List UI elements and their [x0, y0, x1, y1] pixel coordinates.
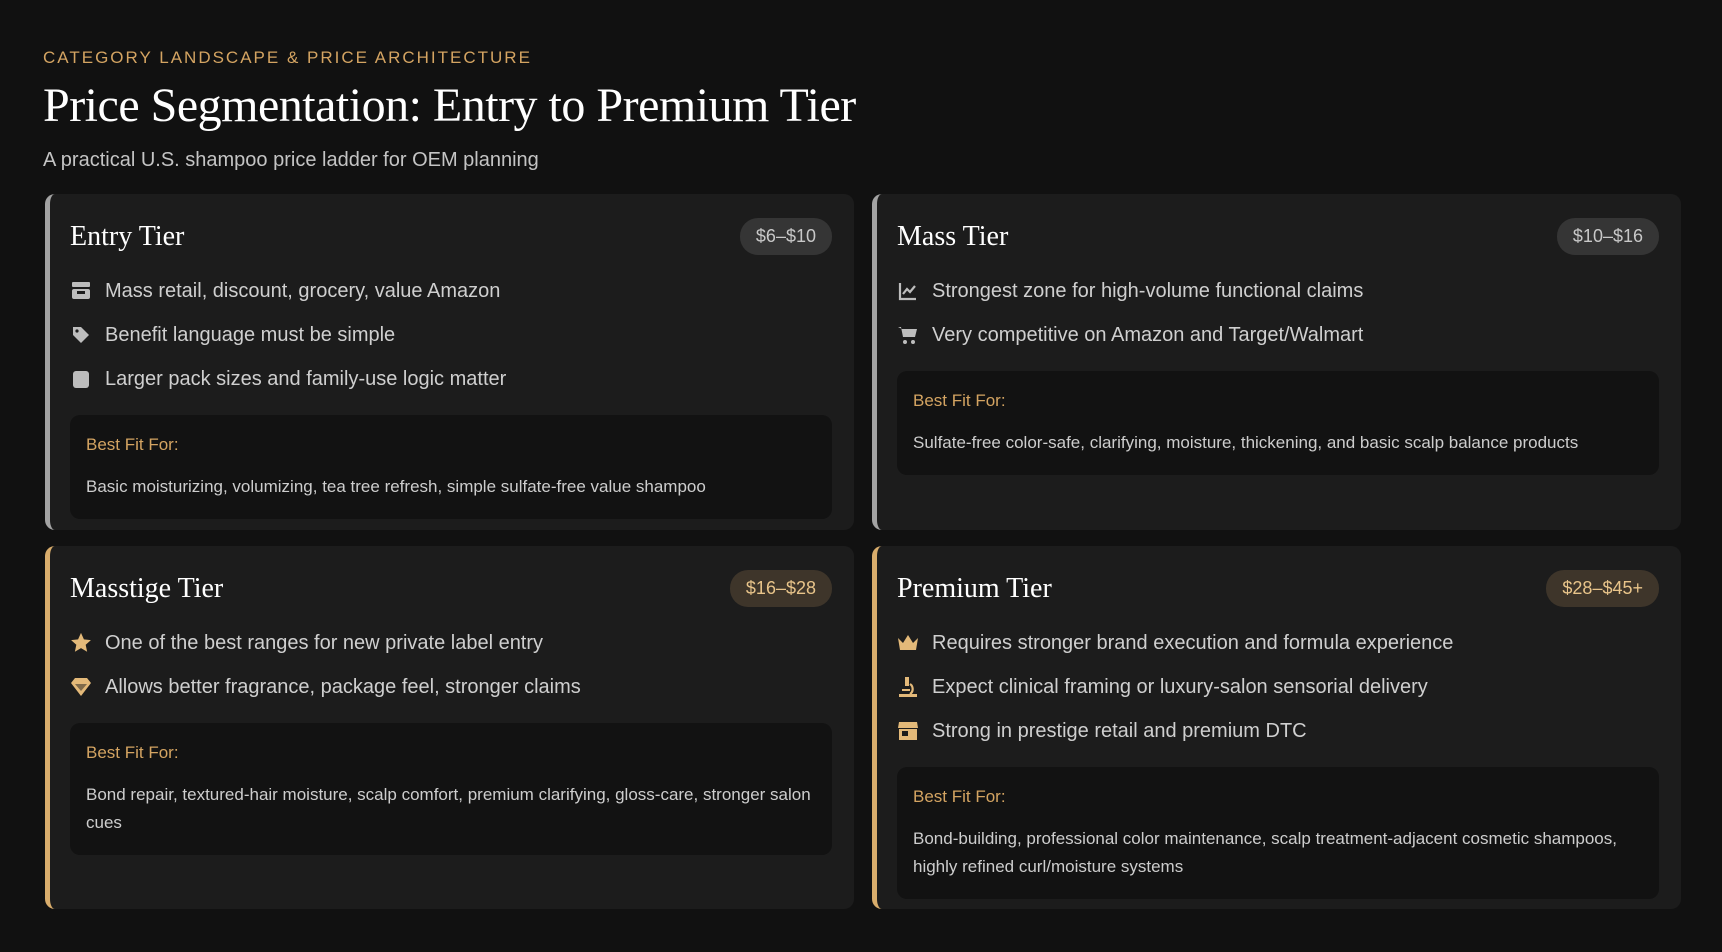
- price-badge: $28–$45+: [1546, 570, 1659, 607]
- bullet-text: Mass retail, discount, grocery, value Amazon: [105, 279, 501, 302]
- best-fit-label: Best Fit For:: [86, 743, 179, 762]
- store-icon: [70, 280, 92, 302]
- tier-card: [872, 194, 1681, 530]
- star-icon: [70, 632, 92, 654]
- tier-bullet: [897, 313, 1659, 357]
- tier-title: Mass Tier: [897, 220, 1009, 252]
- tier-header: [70, 218, 832, 255]
- box-icon: [70, 368, 92, 390]
- bullet-text: One of the best ranges for new private label entry: [105, 631, 544, 654]
- page-title: Price Segmentation: Entry to Premium Tier: [43, 79, 856, 132]
- chart-line-icon: [897, 280, 919, 302]
- bullet-text: Very competitive on Amazon and Target/Walmart: [932, 323, 1364, 346]
- bullet-text: Larger pack sizes and family-use logic matter: [105, 367, 507, 390]
- tier-bullet: [897, 269, 1659, 313]
- tag-icon: [70, 324, 92, 346]
- bullet-text: Strong in prestige retail and premium DTC: [932, 719, 1307, 742]
- tier-header: [70, 570, 832, 607]
- tier-card: [872, 546, 1681, 909]
- tier-bullet: [70, 313, 832, 357]
- tier-card: [45, 546, 854, 909]
- page-subtitle: A practical U.S. shampoo price ladder for OEM planning: [43, 149, 539, 171]
- best-fit-text: Sulfate-free color-safe, clarifying, moisture, thickening, and basic scalp balance products: [913, 433, 1579, 452]
- bullet-text: Allows better fragrance, package feel, stronger claims: [105, 675, 581, 698]
- tier-title: Entry Tier: [70, 220, 185, 252]
- price-badge: $16–$28: [730, 570, 832, 607]
- cart-icon: [897, 324, 919, 346]
- best-fit-box: [897, 371, 1659, 475]
- gem-icon: [70, 676, 92, 698]
- best-fit-text: Bond-building, professional color maintenance, scalp treatment-adjacent cosmetic shampoos, highly refined curl/moisture systems: [913, 829, 1617, 876]
- tier-bullet: [897, 621, 1659, 665]
- bullet-text: Benefit language must be simple: [105, 323, 396, 346]
- tier-bullet: [70, 357, 832, 401]
- best-fit-label: Best Fit For:: [86, 435, 179, 454]
- best-fit-box: [897, 767, 1659, 899]
- bullet-text: Requires stronger brand execution and formula experience: [932, 631, 1454, 654]
- tier-bullet: [70, 665, 832, 709]
- tier-card: [45, 194, 854, 530]
- bullet-text: Expect clinical framing or luxury-salon sensorial delivery: [932, 675, 1428, 698]
- shop-icon: [897, 720, 919, 742]
- tier-title: Masstige Tier: [70, 572, 224, 604]
- best-fit-label: Best Fit For:: [913, 391, 1006, 410]
- best-fit-box: [70, 415, 832, 519]
- best-fit-box: [70, 723, 832, 855]
- price-badge: $6–$10: [740, 218, 832, 255]
- best-fit-label: Best Fit For:: [913, 787, 1006, 806]
- best-fit-text: Basic moisturizing, volumizing, tea tree refresh, simple sulfate-free value shampoo: [86, 477, 706, 496]
- crown-icon: [897, 632, 919, 654]
- price-badge: $10–$16: [1557, 218, 1659, 255]
- tier-bullet: [70, 621, 832, 665]
- best-fit-text: Bond repair, textured-hair moisture, scalp comfort, premium clarifying, gloss-care, stronger salon cues: [86, 785, 811, 832]
- microscope-icon: [897, 676, 919, 698]
- tier-grid: [45, 194, 1679, 909]
- tier-header: [897, 218, 1659, 255]
- tier-bullet: [897, 709, 1659, 753]
- tier-header: [897, 570, 1659, 607]
- tier-title: Premium Tier: [897, 572, 1052, 604]
- eyebrow: CATEGORY LANDSCAPE & PRICE ARCHITECTURE: [43, 48, 532, 67]
- tier-bullet: [70, 269, 832, 313]
- tier-bullet: [897, 665, 1659, 709]
- bullet-text: Strongest zone for high-volume functional claims: [932, 279, 1364, 302]
